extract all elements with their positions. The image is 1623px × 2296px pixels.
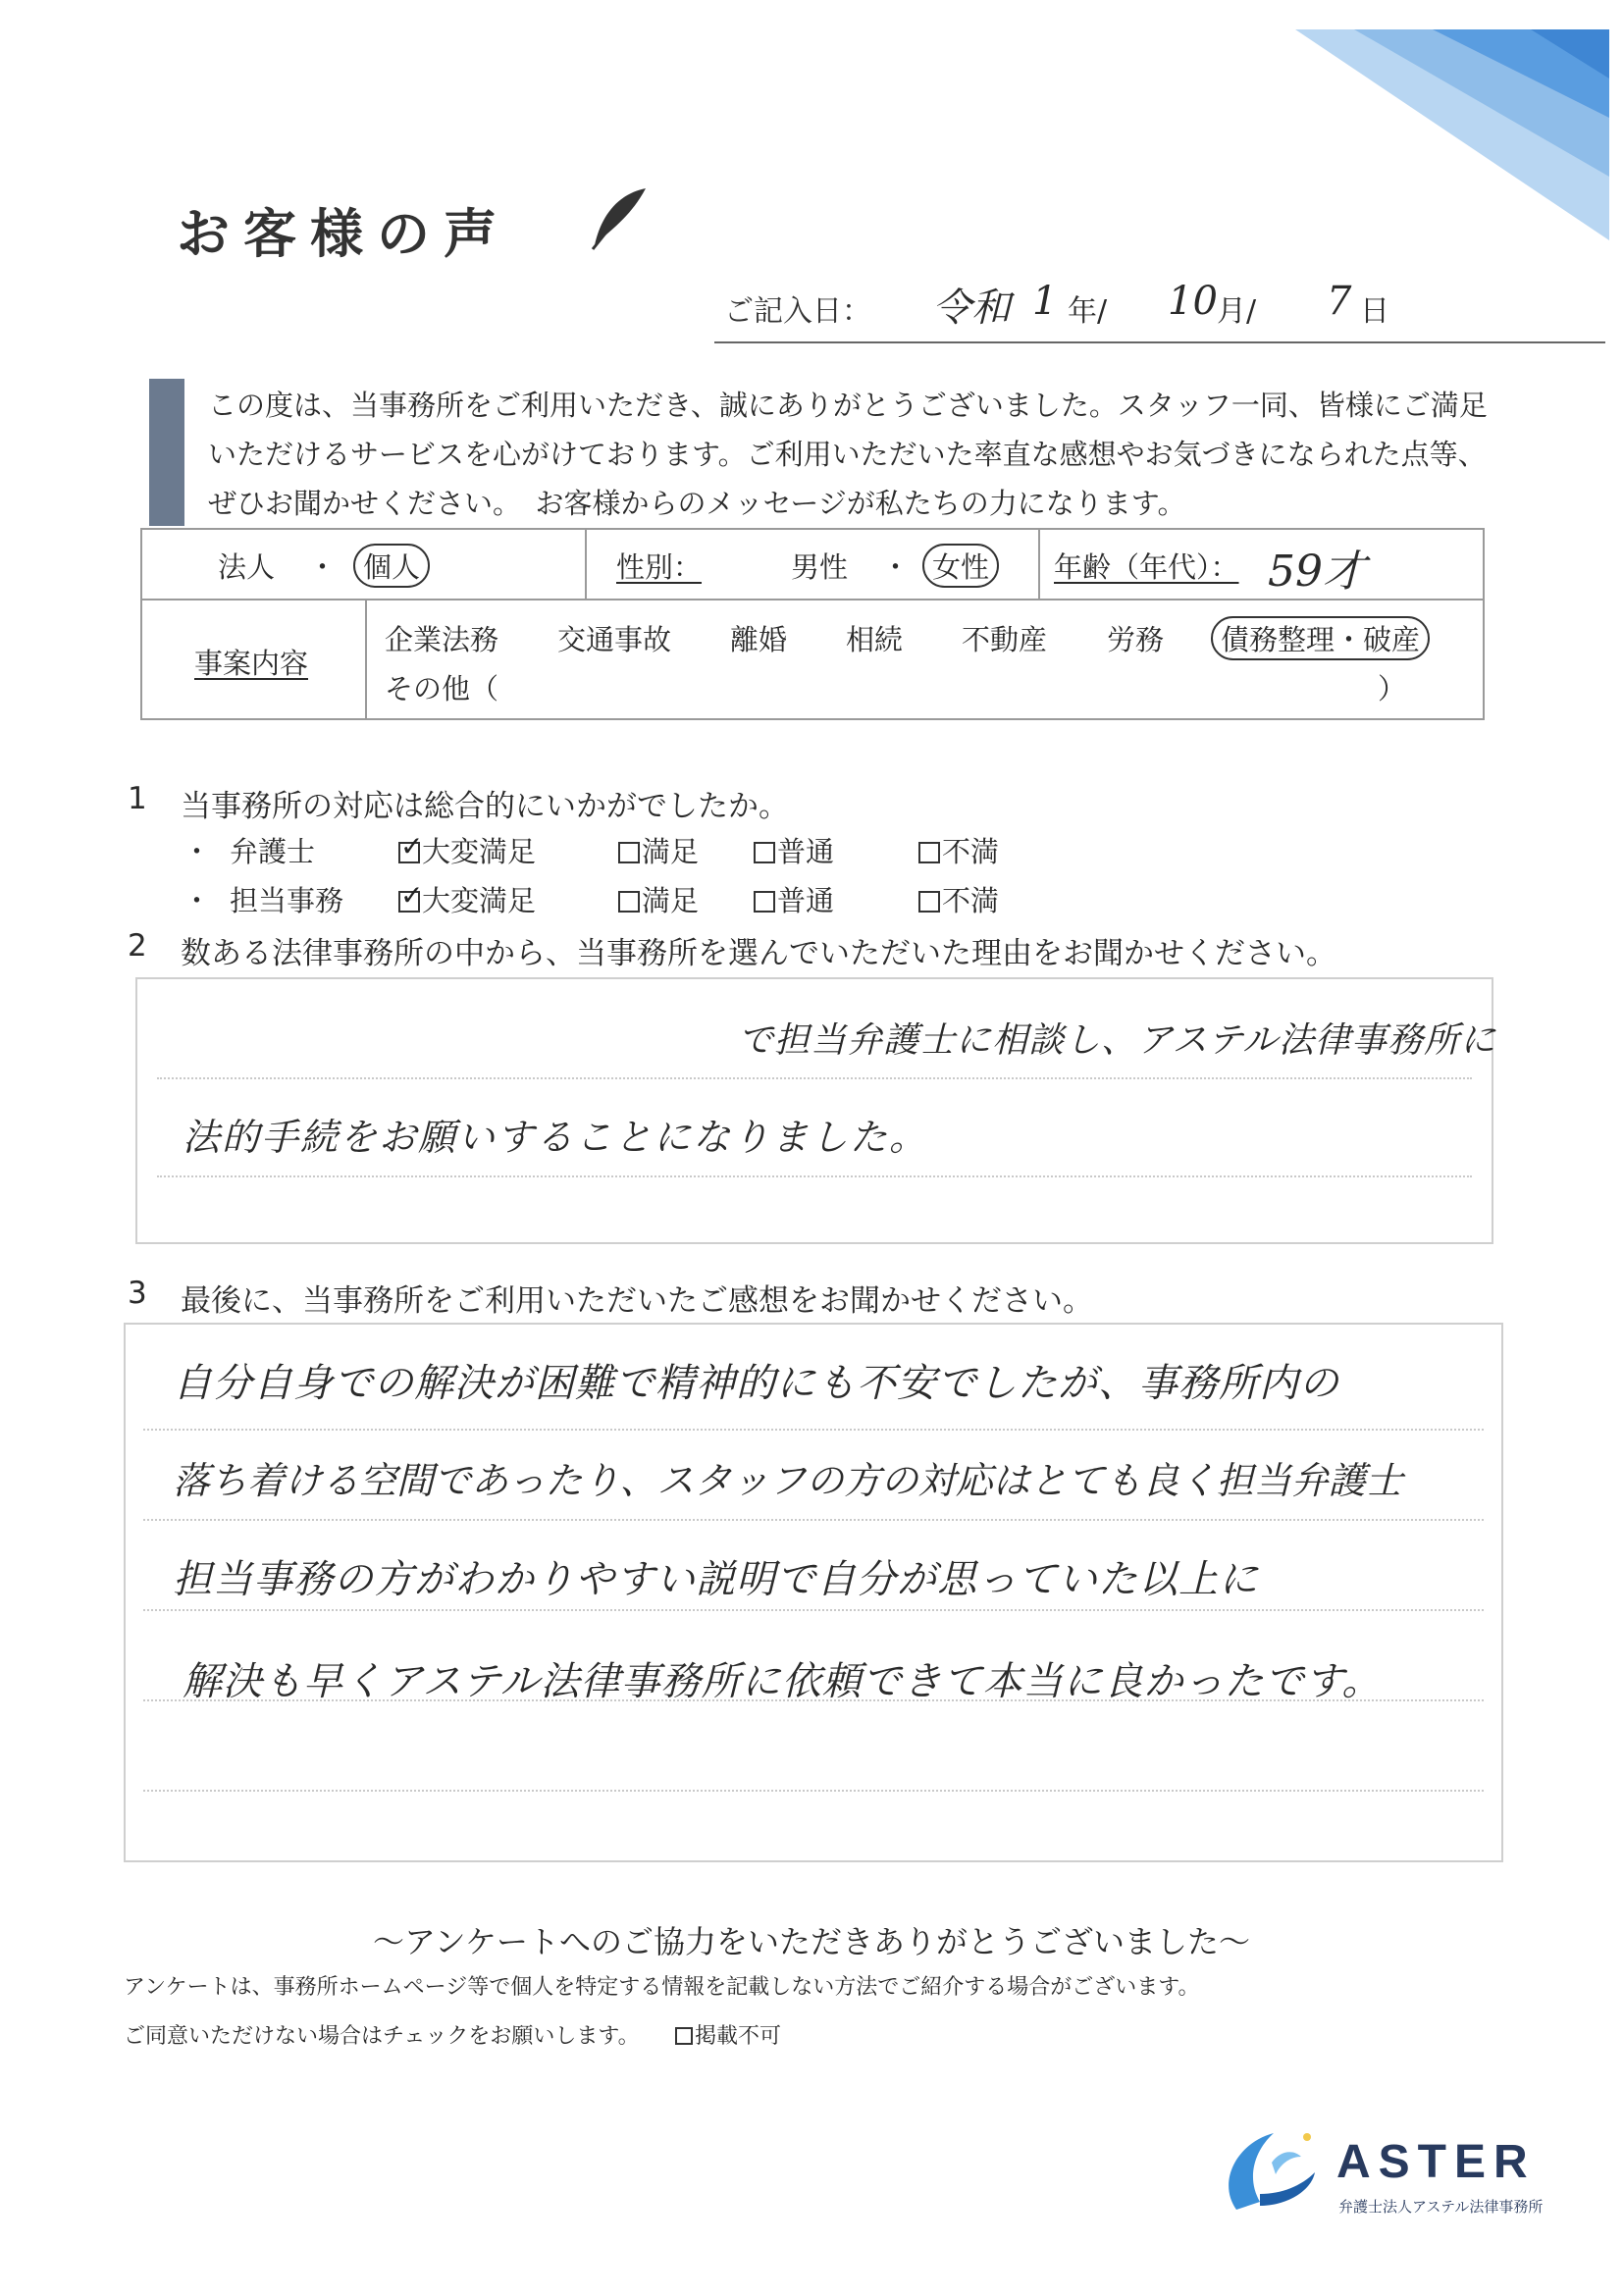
q1-row1-option-3-label: 普通	[777, 835, 835, 868]
date-month-unit: 月/	[1217, 294, 1257, 329]
case-other-close: ）	[1378, 672, 1407, 705]
page-title: お客様の声	[177, 203, 510, 265]
checkbox[interactable]	[618, 891, 640, 913]
logo-name: ASTER	[1336, 2136, 1536, 2188]
date-month: 10	[1168, 279, 1218, 324]
dot-separator: ・	[308, 550, 338, 584]
no-publish-label: 掲載不可	[695, 2024, 782, 2049]
thanks-message: 〜アンケートへのご協力をいただきありがとうございました〜	[372, 1923, 1251, 1960]
case-item-roumu[interactable]: 労務	[1107, 623, 1165, 656]
intro-text	[208, 381, 1543, 528]
q1-row1-option-3[interactable]	[754, 830, 834, 870]
age-value: 59才	[1268, 547, 1366, 597]
q1-row1-bullet: ・	[183, 835, 212, 868]
q1-row2-option-4[interactable]	[918, 879, 999, 919]
male-option[interactable]: 男性	[791, 550, 849, 584]
case-item-saimu-selected[interactable]: 債務整理・破産	[1211, 616, 1430, 660]
q1-row2-option-2-label: 満足	[642, 884, 700, 917]
q2-number: 2	[128, 928, 147, 964]
q1-row1-option-1[interactable]	[398, 830, 536, 870]
checkbox[interactable]	[918, 842, 940, 863]
q1-row1-option-4-label: 不満	[942, 835, 1000, 868]
info-table-row-divider	[140, 599, 1485, 600]
info-col-divider-case	[365, 599, 367, 720]
q3-ruled-line-3	[143, 1609, 1484, 1612]
case-item-souzoku[interactable]: 相続	[846, 623, 904, 656]
q3-number: 3	[128, 1276, 147, 1311]
date-underline	[714, 341, 1605, 343]
case-item-rikon[interactable]: 離婚	[730, 623, 788, 656]
intro-accent-bar	[149, 379, 184, 526]
q3-ruled-line-2	[143, 1519, 1484, 1522]
q1-row2-option-3-label: 普通	[777, 884, 835, 917]
checkbox-checked[interactable]	[398, 842, 420, 863]
checkbox[interactable]	[918, 891, 940, 913]
case-item-fudousan[interactable]: 不動産	[962, 623, 1048, 656]
q1-row1-label: 弁護士	[230, 835, 316, 868]
q1-row2-option-2[interactable]	[618, 879, 699, 919]
q3-ruled-line-5	[143, 1790, 1484, 1793]
q3-answer-line-1: 自分自身での解決が困難で精神的にも不安でしたが、事務所内の	[173, 1361, 1339, 1406]
checkbox-checked[interactable]	[398, 891, 420, 913]
date-day-unit: 日	[1360, 294, 1389, 329]
q3-answer-line-3: 担当事務の方がわかりやすい説明で自分が思っていた以上に	[173, 1557, 1259, 1602]
q1-row1-option-1-label: 大変満足	[422, 835, 537, 868]
consent-note: ご同意いただけない場合はチェックをお願いします。	[124, 2024, 640, 2049]
q3-answer-line-4: 解決も早くアステル法律事務所に依頼できて本当に良かったです。	[183, 1659, 1383, 1704]
q1-row2-option-3[interactable]	[754, 879, 834, 919]
q2-answer-line-2: 法的手続をお願いすることになりました。	[183, 1116, 929, 1159]
intro-line-2: いただけるサービスを心がけております。ご利用いただいた率直な感想やお気づきになられた点等、	[208, 438, 1487, 471]
q2-text: 数ある法律事務所の中から、当事務所を選んでいただいた理由をお聞かせください。	[181, 936, 1336, 971]
q3-ruled-line-1	[143, 1429, 1484, 1432]
q1-row2-option-1-label: 大変満足	[422, 884, 537, 917]
kojin-option-selected[interactable]: 個人	[353, 544, 430, 588]
q1-row1-option-4[interactable]	[918, 830, 999, 870]
q2-ruled-line-2	[157, 1175, 1472, 1178]
info-col-divider-2	[1038, 528, 1040, 599]
no-publish-checkbox[interactable]	[675, 2027, 693, 2045]
q1-row2-label: 担当事務	[230, 884, 344, 917]
aster-logo-icon	[1217, 2123, 1325, 2218]
info-col-divider-1	[585, 528, 587, 599]
publish-note: アンケートは、事務所ホームページ等で個人を特定する情報を記載しない方法でご紹介する場合がございます。	[124, 1975, 1200, 2000]
q2-ruled-line-1	[157, 1077, 1472, 1080]
checkbox[interactable]	[618, 842, 640, 863]
q2-answer-line-1: で担当弁護士に相談し、アステル法律事務所に	[738, 1020, 1497, 1061]
no-publish-option[interactable]	[675, 2019, 781, 2050]
date-era: 令和	[932, 286, 1011, 331]
date-day: 7	[1327, 279, 1352, 324]
feather-icon	[587, 184, 652, 253]
q1-row2-bullet: ・	[183, 884, 212, 917]
date-year-unit: 年/	[1068, 294, 1108, 329]
date-label: ご記入日：	[724, 294, 871, 329]
q1-number: 1	[128, 781, 147, 816]
dot-separator-2: ・	[881, 550, 911, 584]
q1-text: 当事務所の対応は総合的にいかがでしたか。	[181, 789, 789, 824]
female-option-selected[interactable]: 女性	[922, 544, 999, 588]
logo-subtitle: 弁護士法人アステル法律事務所	[1338, 2198, 1544, 2216]
case-item-kotsu[interactable]: 交通事故	[557, 623, 672, 656]
q1-row2-option-1[interactable]	[398, 879, 536, 919]
intro-line-1: この度は、当事務所をご利用いただき、誠にありがとうございました。スタッフ一同、皆様にご満足	[208, 389, 1488, 422]
gender-label: 性別：	[616, 550, 703, 584]
houjin-option[interactable]: 法人	[218, 550, 276, 584]
q1-row1-option-2[interactable]	[618, 830, 699, 870]
checkbox[interactable]	[754, 842, 775, 863]
case-label: 事案内容	[194, 647, 309, 680]
checkbox[interactable]	[754, 891, 775, 913]
case-other-label[interactable]: その他（	[385, 672, 499, 705]
q3-answer-line-2: 落ち着ける空間であったり、スタッフの方の対応はとても良く担当弁護士	[173, 1459, 1403, 1502]
q1-row1-option-2-label: 満足	[642, 835, 700, 868]
q1-row2-option-4-label: 不満	[942, 884, 1000, 917]
date-year: 1	[1032, 279, 1058, 324]
q3-text: 最後に、当事務所をご利用いただいたご感想をお聞かせください。	[181, 1283, 1093, 1319]
case-item-kigyo[interactable]: 企業法務	[385, 623, 499, 656]
age-label: 年齢（年代）：	[1054, 550, 1239, 584]
intro-line-3: ぜひお聞かせください。 お客様からのメッセージが私たちの力になります。	[208, 487, 1186, 520]
